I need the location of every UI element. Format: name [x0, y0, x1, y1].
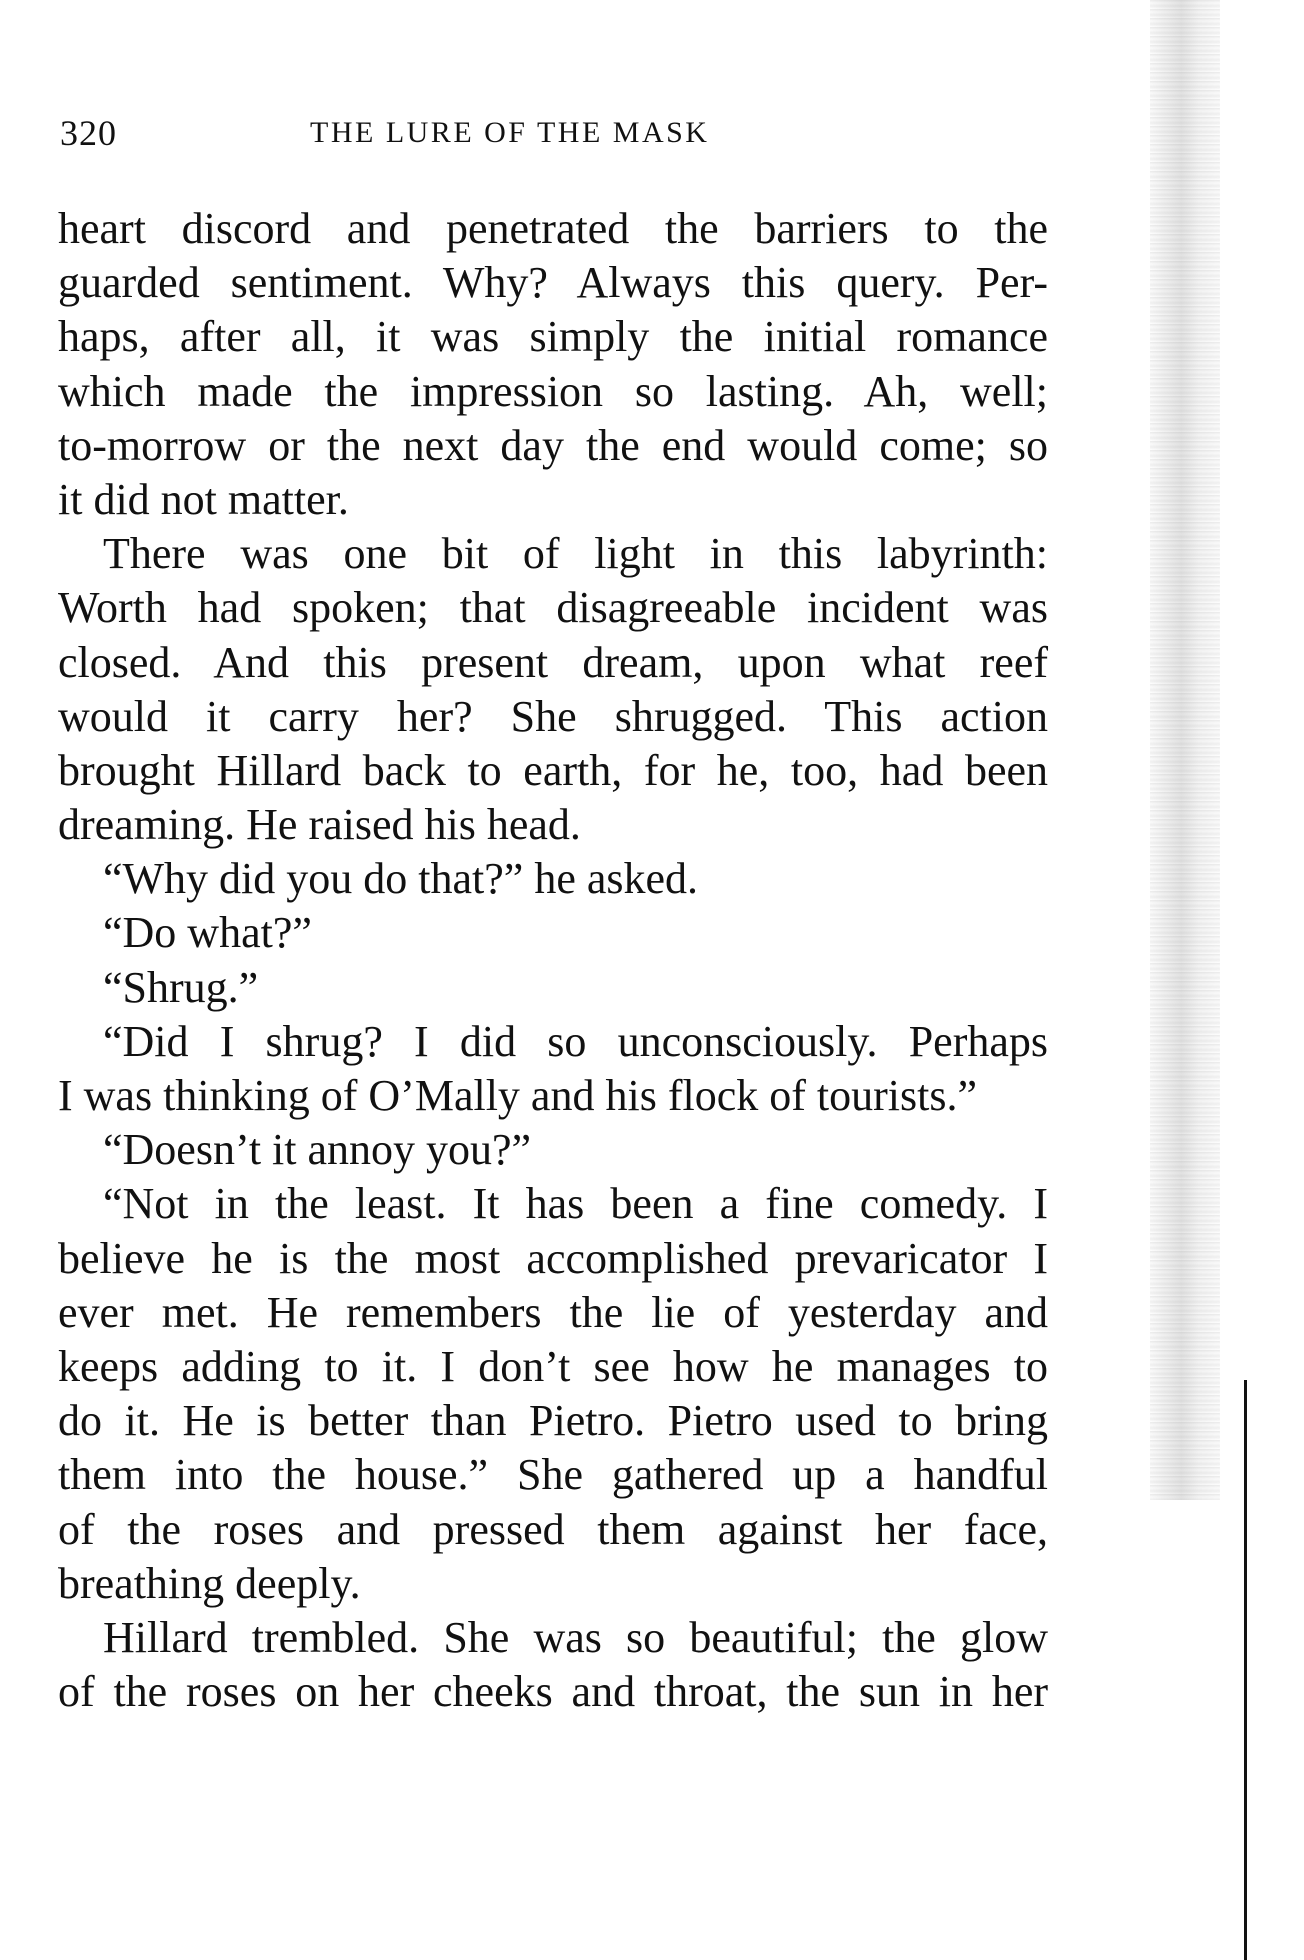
text-line: breathing deeply. — [58, 1558, 361, 1608]
text-line: closed. And this present dream, upon what reef — [58, 637, 1048, 687]
text-line: “Doesn’t it annoy you?” — [103, 1125, 532, 1175]
text-line: “Not in the least. It has been a fine comedy. I — [103, 1179, 1048, 1229]
text-line: keeps adding to it. I don’t see how he manages to — [58, 1341, 1048, 1391]
body-text — [58, 202, 1048, 1719]
text-line: of the roses and pressed them against her face, — [58, 1504, 1048, 1554]
text-line: heart discord and penetrated the barriers to the — [58, 204, 1048, 253]
text-line: of the roses on her cheeks and throat, the sun in her — [58, 1667, 1048, 1717]
text-line: “Shrug.” — [103, 962, 259, 1012]
text-line: Hillard trembled. She was so beautiful; the glow — [103, 1612, 1048, 1662]
text-line: believe he is the most accomplished prevaricator I — [58, 1233, 1048, 1283]
text-line: There was one bit of light in this labyrinth: — [103, 529, 1048, 579]
page-number: 320 — [60, 113, 117, 153]
text-line: it did not matter. — [58, 474, 349, 524]
text-line: guarded sentiment. Why? Always this query. Per- — [58, 258, 1048, 308]
page-gutter-shadow — [1150, 0, 1220, 1500]
text-line: would it carry her? She shrugged. This action — [58, 691, 1048, 741]
running-title: THE LURE OF THE MASK — [310, 116, 710, 149]
text-line: which made the impression so lasting. Ah, well; — [58, 366, 1048, 416]
text-line: do it. He is better than Pietro. Pietro used to bring — [58, 1396, 1048, 1446]
page-header — [60, 112, 1050, 156]
text-line: ever met. He remembers the lie of yesterday and — [58, 1287, 1048, 1337]
text-line: “Do what?” — [103, 908, 312, 958]
text-line: them into the house.” She gathered up a handful — [58, 1450, 1048, 1500]
text-line: Worth had spoken; that disagreeable incident was — [58, 583, 1048, 633]
page-edge-line — [1244, 1380, 1247, 1960]
text-line: dreaming. He raised his head. — [58, 800, 581, 850]
text-line: haps, after all, it was simply the initial romance — [58, 312, 1048, 362]
text-line: I was thinking of O’Mally and his flock of tourists.” — [58, 1071, 977, 1120]
text-line: to-morrow or the next day the end would come; so — [58, 420, 1048, 470]
text-line: “Why did you do that?” he asked. — [103, 854, 699, 904]
text-line: “Did I shrug? I did so unconsciously. Perhaps — [103, 1016, 1048, 1066]
text-line: brought Hillard back to earth, for he, too, had been — [58, 745, 1048, 795]
